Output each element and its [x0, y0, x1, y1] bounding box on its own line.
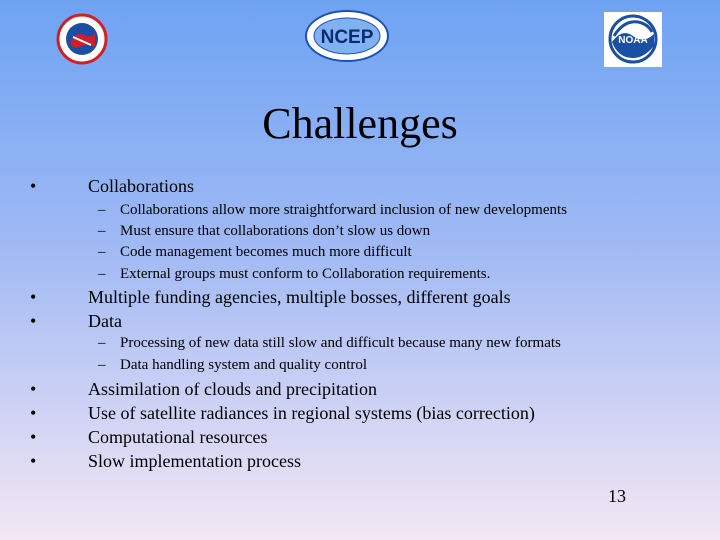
bullet-text: Assimilation of clouds and precipitation	[88, 379, 377, 399]
bullet-marker: •	[30, 287, 37, 307]
bullet-text: Data	[88, 311, 122, 331]
slide-title: Challenges	[262, 99, 458, 148]
dash-marker: –	[98, 223, 106, 239]
dash-marker: –	[98, 202, 106, 218]
dash-marker: –	[98, 266, 106, 282]
page-number: 13	[608, 486, 626, 506]
bullet-text: Computational resources	[88, 427, 268, 447]
sub-bullet-text: Must ensure that collaborations don’t slow us down	[120, 223, 431, 239]
bullet-marker: •	[30, 427, 37, 447]
bullet-marker: •	[30, 176, 37, 196]
dash-marker: –	[98, 335, 106, 351]
national-weather-service-logo	[53, 13, 111, 65]
bullet-text: Multiple funding agencies, multiple bosses, different goals	[88, 287, 511, 307]
bullet-marker: •	[30, 403, 37, 423]
noaa-logo	[604, 12, 662, 67]
sub-bullet-text: Code management becomes much more difficult	[120, 244, 412, 260]
ncep-logo	[304, 9, 390, 63]
sub-bullet-text: External groups must conform to Collaboration requirements.	[120, 266, 491, 282]
sub-bullet-text: Data handling system and quality control	[120, 357, 368, 373]
sub-bullet-text: Processing of new data still slow and difficult because many new formats	[120, 335, 561, 351]
bullet-marker: •	[30, 311, 37, 331]
noaa-logo-text: NOAA	[618, 35, 648, 46]
sub-bullet-text: Collaborations allow more straightforward inclusion of new developments	[120, 202, 567, 218]
dash-marker: –	[98, 244, 106, 260]
dash-marker: –	[98, 357, 106, 373]
bullet-marker: •	[30, 379, 37, 399]
bullet-text: Collaborations	[88, 176, 194, 196]
ncep-logo-text: NCEP	[320, 27, 374, 48]
bullet-text: Slow implementation process	[88, 451, 301, 471]
bullet-text: Use of satellite radiances in regional systems (bias correction)	[88, 403, 535, 423]
bullet-marker: •	[30, 451, 37, 471]
